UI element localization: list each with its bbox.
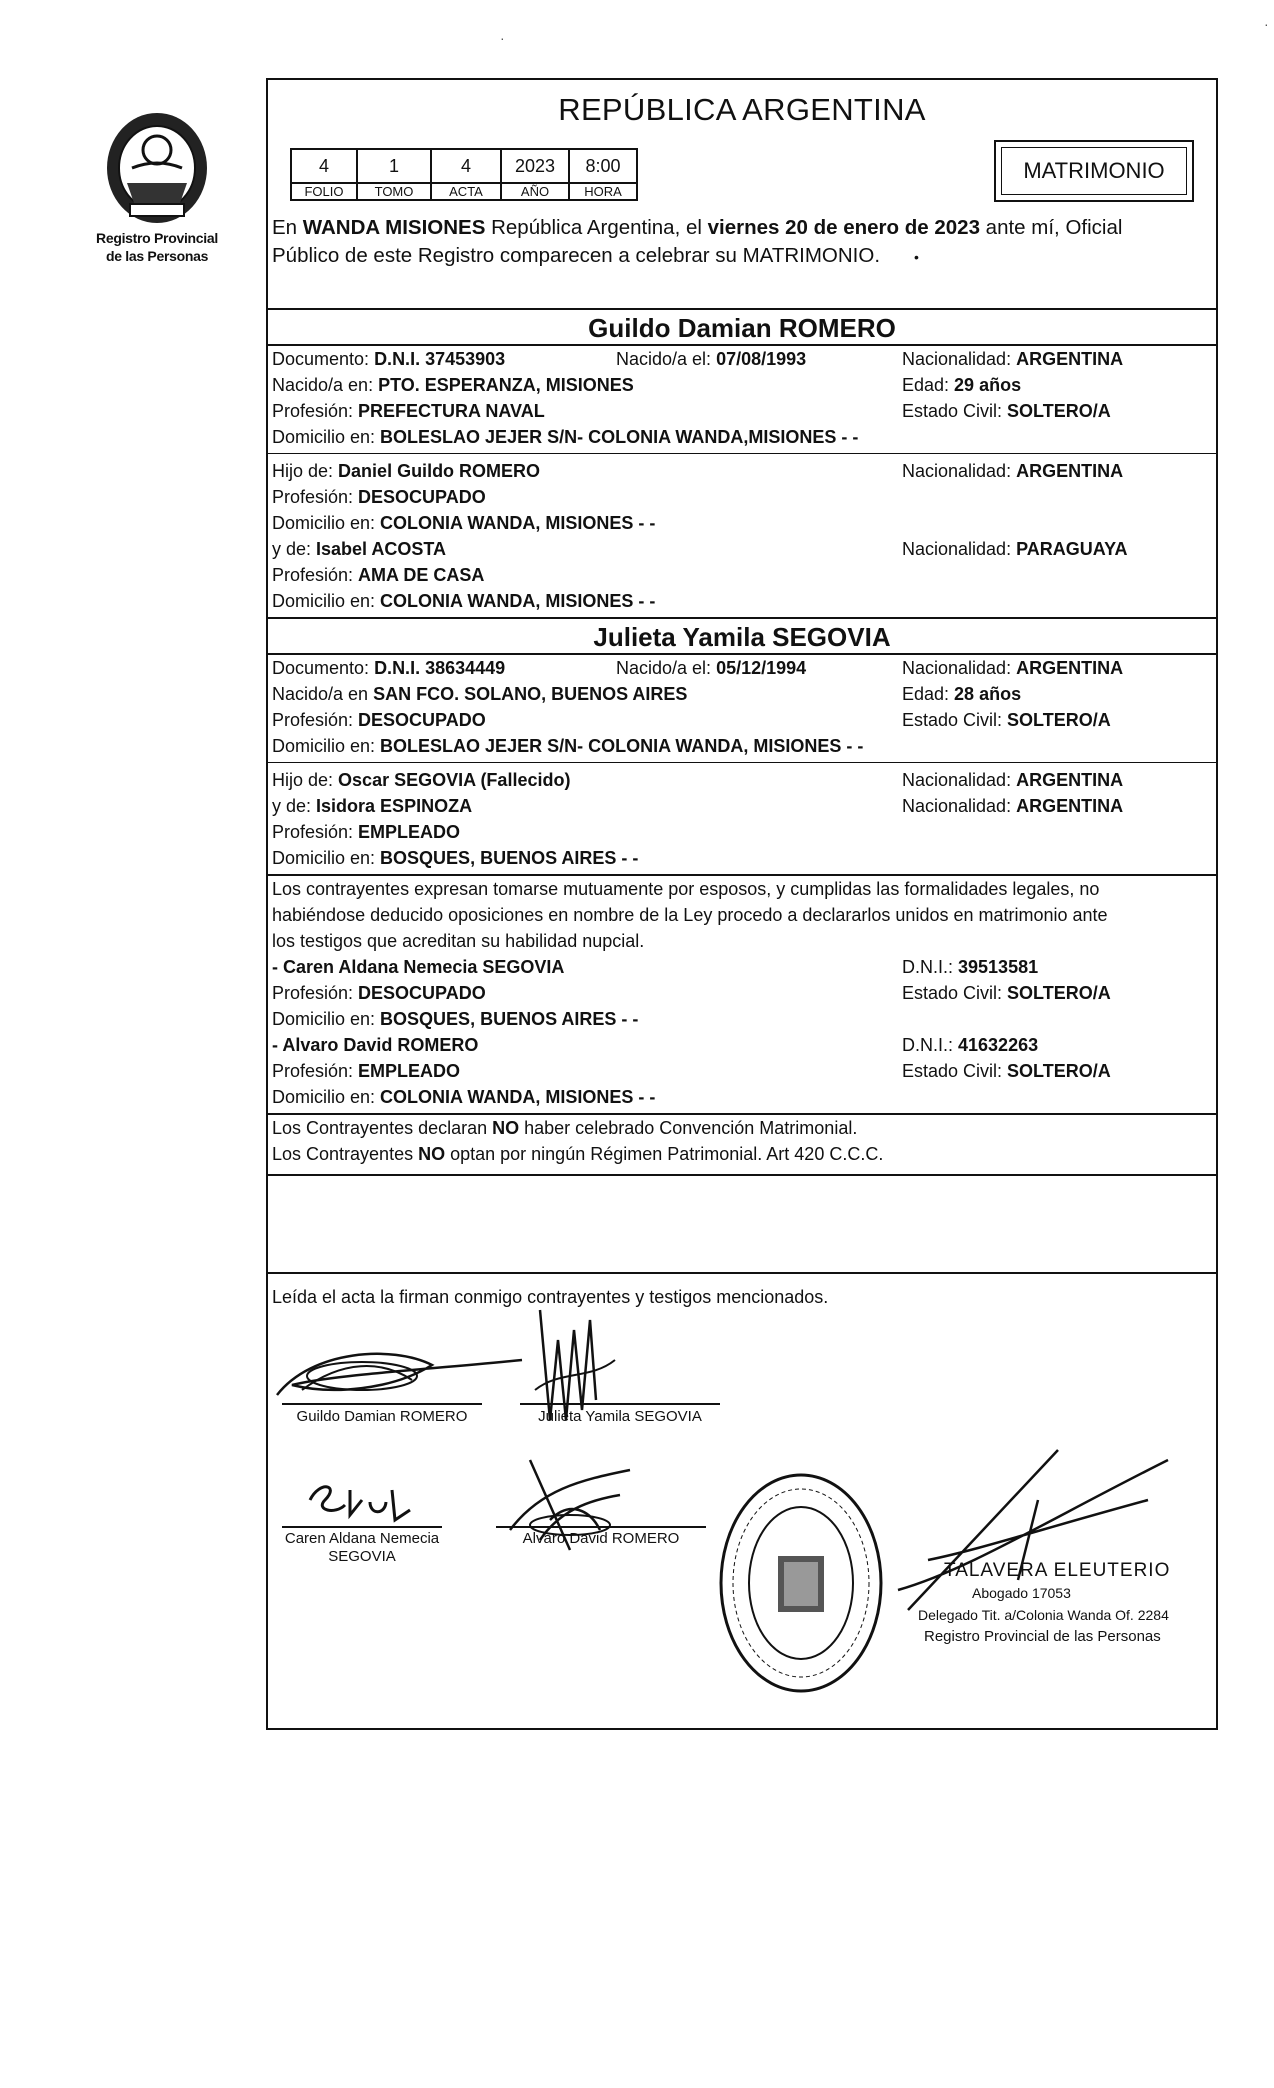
corner-mark: · <box>1264 16 1269 32</box>
top-mark: · <box>500 30 505 46</box>
official-delegate: Delegado Tit. a/Colonia Wanda Of. 2284 <box>918 1607 1169 1623</box>
country-title: REPÚBLICA ARGENTINA <box>558 92 926 127</box>
regime-line-2: Los Contrayentes NO optan por ningún Régimen Patrimonial. Art 420 C.C.C. <box>272 1144 884 1164</box>
declaration-line-2: habiéndose deducido oposiciones en nombre de la Ley procedo a declararlos unidos en matrimonio ante <box>272 905 1108 925</box>
signature-label-witness1: Caren Aldana Nemecia SEGOVIA <box>284 1530 440 1565</box>
separator <box>268 762 1216 763</box>
date: viernes 20 de enero de 2023 <box>707 216 980 239</box>
witness1-prof-row: Profesión: DESOCUPADO Estado Civil: SOLTERO/A <box>272 983 1111 1003</box>
spouse1-row-birthplace: Nacido/a en: PTO. ESPERANZA, MISIONES Edad: 29 años <box>272 375 1022 395</box>
separator <box>268 1174 1216 1176</box>
signature-label-bride: Julieta Yamila SEGOVIA <box>538 1408 702 1425</box>
hour-label: HORA <box>569 183 637 200</box>
place: WANDA MISIONES <box>302 216 486 239</box>
declaration-line-1: Los contrayentes expresan tomarse mutuamente por esposos, y cumplidas las formalidades legales, no <box>272 879 1100 899</box>
act-type: MATRIMONIO <box>1001 147 1187 195</box>
witness2-name-row: - Alvaro David ROMERO D.N.I.: 41632263 <box>272 1035 1039 1055</box>
spouse2-mother: y de: Isidora ESPINOZA Nacionalidad: ARGENTINA <box>272 796 1124 816</box>
registry-table <box>290 148 638 201</box>
folio-value: 4 <box>291 149 357 183</box>
witness1-name-row: - Caren Aldana Nemecia SEGOVIA D.N.I.: 39513581 <box>272 957 1039 977</box>
groom-signature <box>272 1340 532 1410</box>
province-seal-icon <box>102 108 212 228</box>
witness2-prof-row: Profesión: EMPLEADO Estado Civil: SOLTERO/A <box>272 1061 1111 1081</box>
registry-logo <box>82 108 232 278</box>
spouse2-father: Hijo de: Oscar SEGOVIA (Fallecido) Nacionalidad: ARGENTINA <box>272 770 1124 790</box>
official-stamp-text <box>918 1560 1171 1648</box>
spouse1-mother: y de: Isabel ACOSTA Nacionalidad: PARAGUAYA <box>272 539 1128 559</box>
spouse2-row-doc: Documento: D.N.I. 38634449 Nacido/a el: 05/12/1994 Nacionalidad: ARGENTINA <box>272 658 1124 678</box>
act-type-box <box>994 140 1194 202</box>
spouse2-name: Julieta Yamila SEGOVIA <box>593 622 891 652</box>
witness2-dom-row: Domicilio en: COLONIA WANDA, MISIONES - - <box>272 1087 656 1107</box>
logo-caption-2: de las Personas <box>105 248 209 264</box>
spouse1-father-prof: Profesión: DESOCUPADO <box>272 487 486 507</box>
spouse1-row-doc: Documento: D.N.I. 37453903 Nacido/a el: 07/08/1993 Nacionalidad: ARGENTINA <box>272 349 1124 369</box>
signature-label-groom: Guildo Damian ROMERO <box>296 1408 468 1425</box>
acta-label: ACTA <box>431 183 501 200</box>
spouse2-row-birthplace: Nacido/a en SAN FCO. SOLANO, BUENOS AIRES Edad: 28 años <box>272 684 1022 704</box>
spouse2-mother-prof: Profesión: EMPLEADO <box>272 822 461 842</box>
spouse1-row-dom: Domicilio en: BOLESLAO JEJER S/N- COLONIA WANDA,MISIONES - - <box>272 427 859 447</box>
official-registry: Registro Provincial de las Personas <box>924 1628 1161 1645</box>
spouse2-row-dom: Domicilio en: BOLESLAO JEJER S/N- COLONIA WANDA, MISIONES - - <box>272 736 864 756</box>
spouse1-name: Guildo Damian ROMERO <box>588 313 896 343</box>
bride-signature <box>530 1300 620 1440</box>
tomo-label: TOMO <box>357 183 431 200</box>
hour-value: 8:00 <box>569 149 637 183</box>
witness1-signature <box>300 1470 420 1530</box>
spouse1-mother-prof: Profesión: AMA DE CASA <box>272 565 485 585</box>
intro-text: En WANDA MISIONES República Argentina, el viernes 20 de enero de 2023 ante mí, Oficial Público de este Registro comparecen a celebrar su MATRIMONIO. • <box>272 216 1123 267</box>
regime-line-1: Los Contrayentes declaran NO haber celebrado Convención Matrimonial. <box>272 1118 858 1138</box>
logo-caption-1: Registro Provincial <box>96 230 218 246</box>
witness2-signature <box>500 1450 640 1560</box>
separator <box>268 453 1216 454</box>
declaration-line-3: los testigos que acreditan su habilidad nupcial. <box>272 931 645 951</box>
year-label: AÑO <box>501 183 569 200</box>
spouse1-row-prof: Profesión: PREFECTURA NAVAL Estado Civil: SOLTERO/A <box>272 401 1111 421</box>
tomo-value: 1 <box>357 149 431 183</box>
official-title: Abogado 17053 <box>972 1585 1071 1601</box>
delegation-seal-icon <box>716 1468 886 1698</box>
spouse1-mother-dom: Domicilio en: COLONIA WANDA, MISIONES - - <box>272 591 656 611</box>
acta-value: 4 <box>431 149 501 183</box>
separator <box>268 1272 1216 1274</box>
spouse1-father: Hijo de: Daniel Guildo ROMERO Nacionalidad: ARGENTINA <box>272 461 1124 481</box>
signature-label-witness2: Alvaro David ROMERO <box>522 1530 680 1547</box>
closing-text: Leída el acta la firman conmigo contrayentes y testigos mencionados. <box>272 1287 829 1307</box>
year-value: 2023 <box>501 149 569 183</box>
spouse2-mother-dom: Domicilio en: BOSQUES, BUENOS AIRES - - <box>272 848 639 868</box>
separator <box>268 617 1216 619</box>
separator <box>268 308 1216 310</box>
spouse2-row-prof: Profesión: DESOCUPADO Estado Civil: SOLTERO/A <box>272 710 1111 730</box>
witness1-dom-row: Domicilio en: BOSQUES, BUENOS AIRES - - <box>272 1009 639 1029</box>
spouse1-father-dom: Domicilio en: COLONIA WANDA, MISIONES - - <box>272 513 656 533</box>
folio-label: FOLIO <box>291 183 357 200</box>
official-name: TALAVERA ELEUTERIO <box>944 1560 1171 1581</box>
